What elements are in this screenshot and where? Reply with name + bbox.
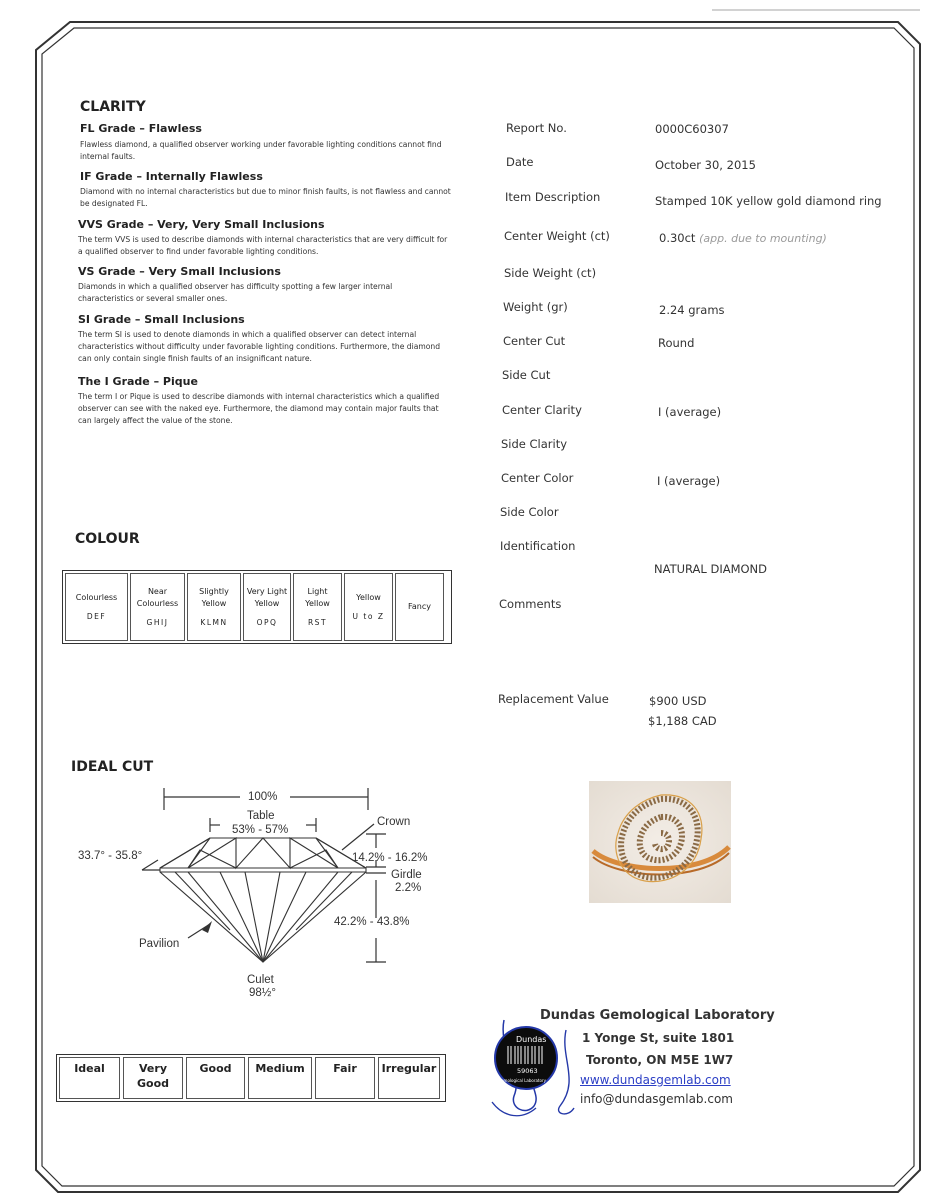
center-clarity-label: Center Clarity <box>502 403 582 417</box>
center-cut-value: Round <box>658 336 695 350</box>
colour-cell-colourless <box>65 573 128 641</box>
seal-number: 59063 <box>517 1067 538 1075</box>
cut-grade-ideal: Ideal <box>59 1057 120 1099</box>
cut-grade-irregular: Irregular <box>378 1057 440 1099</box>
colour-scale-table <box>62 570 452 644</box>
seal-top-text: Dundas <box>516 1035 547 1044</box>
diagram-pavilion-depth: 42.2% - 43.8% <box>334 916 410 928</box>
weight-value: 2.24 grams <box>659 303 725 317</box>
colour-cell-name: Colourless <box>75 592 118 602</box>
item-description-value: Stamped 10K yellow gold diamond ring <box>655 194 882 208</box>
diagram-width-label: 100% <box>248 791 278 803</box>
colour-cell-near-colourless <box>130 573 185 641</box>
diagram-crown-angle: 33.7° - 35.8° <box>78 850 143 862</box>
comments-label: Comments <box>499 597 562 611</box>
lab-address-line1: 1 Yonge St, suite 1801 <box>582 1031 735 1045</box>
diagram-culet-label: Culet <box>247 974 274 986</box>
grade-title: VS Grade – Very Small Inclusions <box>78 265 281 278</box>
colour-cell-yellow <box>344 573 393 641</box>
cut-grade-table <box>56 1054 446 1102</box>
grade-text: Diamond with no internal characteristics but due to minor finish faults, is not flawless and cannot be designated FL. <box>80 187 451 208</box>
grade-text: The term VVS is used to describe diamonds with internal characteristics that are very difficult for a qualified observer to find under favorable lighting conditions. <box>78 235 448 256</box>
lab-seal <box>484 1010 594 1122</box>
colour-cell-light-yellow <box>293 573 342 641</box>
colour-cell-letters: DEF <box>86 611 107 621</box>
clarity-grade-fl <box>80 122 452 163</box>
center-weight-value <box>659 231 827 245</box>
diagram-girdle-label: Girdle <box>391 869 422 881</box>
grade-title: FL Grade – Flawless <box>80 122 202 135</box>
lab-address-line2: Toronto, ON M5E 1W7 <box>586 1053 734 1067</box>
clarity-grade-i <box>78 375 450 427</box>
lab-name: Dundas Gemological Laboratory <box>540 1008 775 1023</box>
colour-cell-name: Slightly Yellow <box>199 586 229 608</box>
grade-title: The I Grade – Pique <box>78 375 198 388</box>
grade-title: SI Grade – Small Inclusions <box>78 313 245 326</box>
ring-photo <box>589 781 731 903</box>
cut-grade-good: Good <box>186 1057 245 1099</box>
side-clarity-label: Side Clarity <box>501 437 568 451</box>
colour-cell-fancy <box>395 573 444 641</box>
colour-cell-letters: U to Z <box>352 611 385 621</box>
grade-title: VVS Grade – Very, Very Small Inclusions <box>78 218 325 231</box>
grade-text: The term I or Pique is used to describe diamonds with internal characteristics which a qualified observer can see with the naked eye. Furthermore, the diamond may contain major faults that can largely affect the value of the stone. <box>78 392 440 425</box>
colour-cell-letters: OPQ <box>256 617 278 627</box>
report-no-value: 0000C60307 <box>655 122 729 136</box>
side-cut-label: Side Cut <box>502 368 551 382</box>
grade-text: The term SI is used to denote diamonds in which a qualified observer can detect internal characteristics without difficulty under favorable lighting conditions. Furthermore, the diamond can only contain single finish faults of an insignificant nature. <box>78 330 441 363</box>
side-color-label: Side Color <box>500 505 559 519</box>
colour-cell-letters: RST <box>307 617 328 627</box>
colour-cell-slightly-yellow <box>187 573 241 641</box>
date-label: Date <box>506 155 534 169</box>
diagram-table-label: Table <box>247 810 275 822</box>
colour-heading: COLOUR <box>75 531 140 547</box>
colour-cell-name: Yellow <box>356 592 381 602</box>
lab-email: info@dundasgemlab.com <box>580 1092 733 1106</box>
grade-text: Flawless diamond, a qualified observer working under favorable lighting conditions cannot find internal faults. <box>80 140 442 161</box>
colour-cell-name: Very Light Yellow <box>246 586 288 608</box>
center-clarity-value: I (average) <box>658 405 722 419</box>
seal-bottom-text: Gemological Laboratory <box>498 1078 546 1083</box>
grade-title: IF Grade – Internally Flawless <box>80 170 263 183</box>
diagram-table-range: 53% - 57% <box>232 824 289 836</box>
center-weight-amount: 0.30ct <box>659 231 696 245</box>
ideal-cut-heading: IDEAL CUT <box>71 759 154 775</box>
clarity-grade-if <box>80 170 452 210</box>
clarity-grade-vvs <box>78 218 450 258</box>
colour-cell-very-light-yellow <box>243 573 291 641</box>
center-weight-note: (app. due to mounting) <box>699 232 827 245</box>
replacement-cad: $1,188 CAD <box>648 714 717 728</box>
colour-cell-letters: KLMN <box>200 617 228 627</box>
identification-label: Identification <box>500 539 576 553</box>
center-cut-label: Center Cut <box>503 334 566 348</box>
cut-grade-fair: Fair <box>315 1057 375 1099</box>
center-weight-label: Center Weight (ct) <box>504 229 610 243</box>
identification-value: NATURAL DIAMOND <box>654 562 768 576</box>
diagram-girdle-value: 2.2% <box>395 882 422 894</box>
weight-label: Weight (gr) <box>503 300 568 314</box>
lab-website-link[interactable]: www.dundasgemlab.com <box>580 1073 731 1087</box>
center-color-label: Center Color <box>501 471 574 485</box>
side-weight-label: Side Weight (ct) <box>504 266 597 280</box>
diagram-pavilion-label: Pavilion <box>139 938 180 950</box>
diagram-crown-height: 14.2% - 16.2% <box>352 852 428 864</box>
diagram-crown-label: Crown <box>377 816 411 828</box>
diamond-outline <box>160 838 366 962</box>
cut-grade-medium: Medium <box>248 1057 312 1099</box>
item-description-label: Item Description <box>505 190 601 204</box>
replacement-usd: $900 USD <box>649 694 707 708</box>
report-no-label: Report No. <box>506 121 567 135</box>
colour-cell-name: Light Yellow <box>305 586 330 608</box>
center-color-value: I (average) <box>657 474 721 488</box>
clarity-grade-vs <box>78 265 450 305</box>
colour-cell-letters: GHIJ <box>146 617 169 627</box>
clarity-heading: CLARITY <box>80 99 146 115</box>
colour-cell-name: Fancy <box>408 602 431 611</box>
colour-cell-name: Near Colourless <box>136 586 179 608</box>
cut-grade-very-good: Very Good <box>123 1057 183 1099</box>
clarity-grade-si <box>78 313 450 365</box>
diagram-culet-value: 98½° <box>249 987 276 999</box>
replacement-value-label: Replacement Value <box>498 692 609 706</box>
date-value: October 30, 2015 <box>655 158 756 172</box>
grade-text: Diamonds in which a qualified observer has difficulty spotting a few larger internal characteristics or several smaller ones. <box>78 282 393 303</box>
